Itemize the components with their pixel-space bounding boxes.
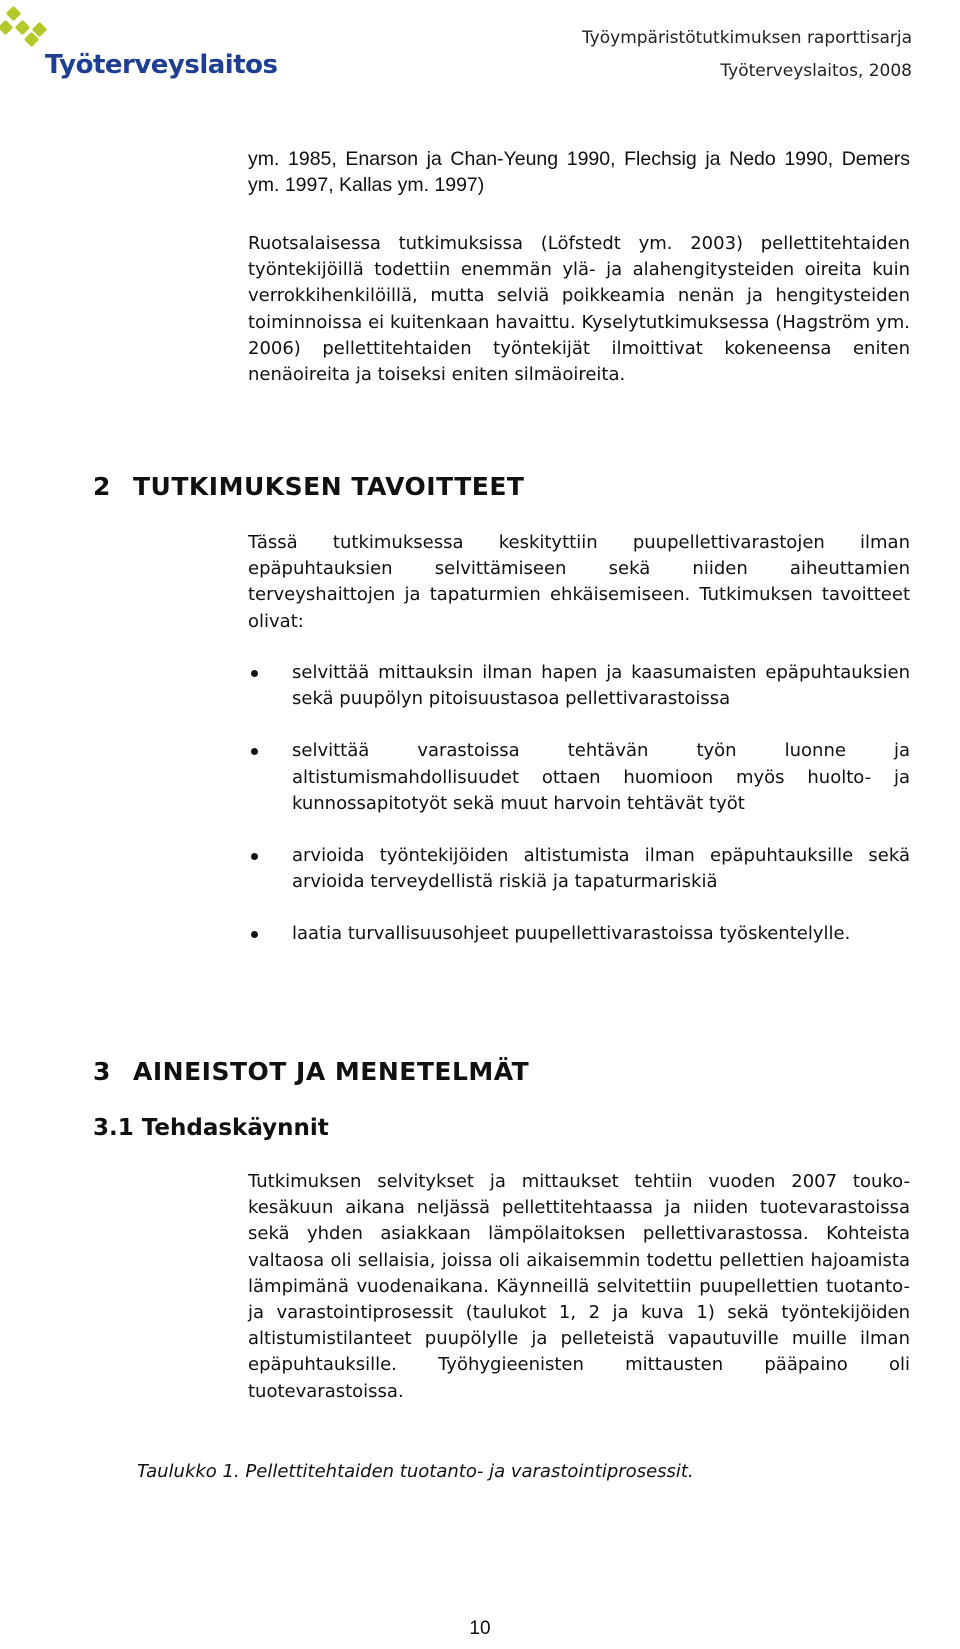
list-item: [248, 843, 910, 895]
list-item: [248, 738, 910, 817]
list-item: [248, 921, 910, 947]
section-3-heading: [93, 1057, 529, 1086]
list-item-text: selvittää mittauksin ilman hapen ja kaasumaisten epäpuhtauksien sekä puupölyn pitoisuustasoa pellettivarastoissa: [292, 662, 910, 710]
section-2-para-block: [248, 530, 910, 635]
intro-para-2-block: [248, 231, 910, 388]
publisher-year: Työterveyslaitos, 2008: [720, 61, 912, 81]
section-2-title: TUTKIMUKSEN TAVOITTEET: [133, 472, 525, 501]
logo-mark-icon: [0, 2, 60, 52]
bullet-icon: [251, 748, 258, 755]
section-3-1-heading: [93, 1115, 329, 1141]
intro-para-2: Ruotsalaisessa tutkimuksissa (Löfstedt ym. 2003) pellettitehtaiden työntekijöillä todettiin enemmän ylä- ja alahengitysteiden oireita kuin verrokkihenkilöillä, mutta selviä poikkeamia nenän ja hengitysteiden toiminnoissa ei kuitenkaan havaittu. Kyselytutkimuksessa (Hagström ym. 2006) pellettitehtaiden työntekijät ilmoittivat kokeneensa eniten nenäoireita ja toiseksi eniten silmäoireita.: [248, 233, 910, 386]
bullet-icon: [251, 670, 258, 677]
section-3-1-title: Tehdaskäynnit: [141, 1115, 329, 1141]
section-2-para: Tässä tutkimuksessa keskityttiin puupellettivarastojen ilman epäpuhtauksien selvittämiseen sekä niiden aiheuttamien terveyshaittojen ja tapaturmien ehkäisemiseen. Tutkimuksen tavoitteet olivat:: [248, 532, 910, 632]
intro-para-1-block: [248, 146, 910, 198]
logo-text: Työterveyslaitos: [45, 50, 278, 80]
running-header: [582, 22, 912, 88]
intro-para-1: ym. 1985, Enarson ja Chan-Yeung 1990, Flechsig ja Nedo 1990, Demers ym. 1997, Kallas ym. 1997): [248, 148, 910, 197]
section-3-1-para-block: [248, 1169, 910, 1405]
section-3-1-para: Tutkimuksen selvitykset ja mittaukset tehtiin vuoden 2007 touko-kesäkuun aikana neljässä pellettitehtaassa ja niiden tuotevarastoissa sekä yhden asiakkaan lämpölaitoksen pellettivarastossa. Kohteista valtaosa oli sellaisia, joissa oli aikaisemmin todettu pellettien hajoamista lämpimänä vuodenaikana. Käynneillä selvitettiin puupellettien tuotanto- ja varastointiprosessit (taulukot 1, 2 ja kuva 1) sekä työntekijöiden altistumistilanteet puupölylle ja pelleteistä vapautuville muille ilman epäpuhtauksille. Työhygieenisten mittausten pääpaino oli tuotevarastoissa.: [248, 1171, 910, 1402]
section-3-1-number: 3.1: [93, 1115, 134, 1141]
objectives-list: [248, 660, 910, 974]
bullet-icon: [251, 853, 258, 860]
section-2-number: 2: [93, 472, 111, 501]
series-title: Työympäristötutkimuksen raporttisarja: [581, 28, 912, 48]
section-2-heading: [93, 472, 524, 501]
list-item-text: laatia turvallisuusohjeet puupellettivarastoissa työskentelylle.: [292, 923, 851, 945]
bullet-icon: [251, 931, 258, 938]
section-3-number: 3: [93, 1057, 111, 1086]
section-3-title: AINEISTOT JA MENETELMÄT: [133, 1057, 530, 1086]
list-item: [248, 660, 910, 712]
page-number: 10: [469, 1618, 491, 1639]
list-item-text: selvittää varastoissa tehtävän työn luonne ja altistumismahdollisuudet ottaen huomioon myös huolto- ja kunnossapitotyöt sekä muut harvoin tehtävät työt: [292, 740, 910, 814]
table-caption: Taulukko 1. Pellettitehtaiden tuotanto- ja varastointiprosessit.: [137, 1461, 694, 1482]
logo: [0, 2, 278, 88]
list-item-text: arvioida työntekijöiden altistumista ilman epäpuhtauksille sekä arvioida terveydellistä riskiä ja tapaturmariskiä: [292, 845, 910, 893]
